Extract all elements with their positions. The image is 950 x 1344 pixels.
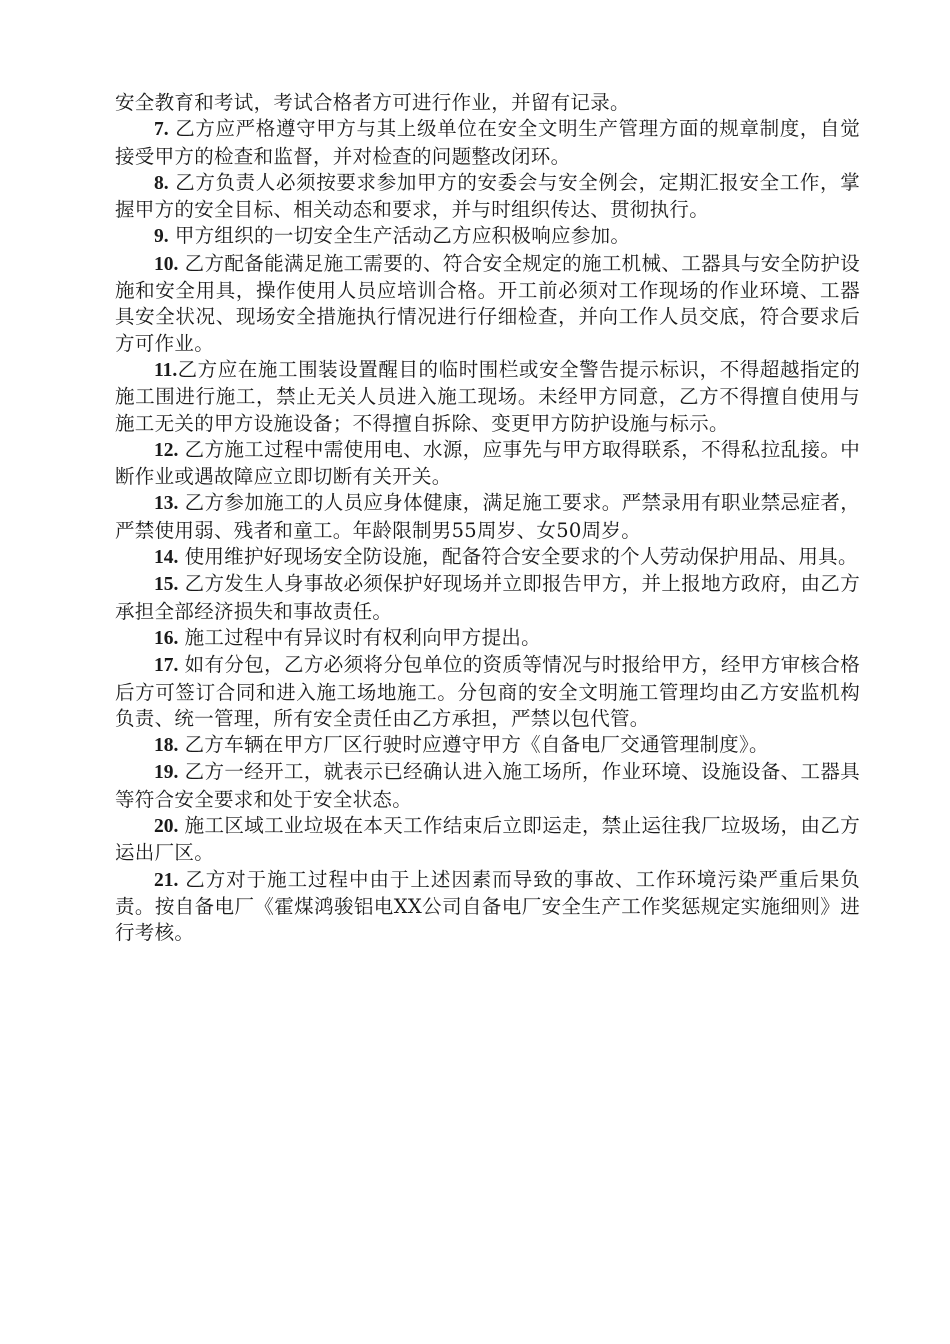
clause-number: 16. xyxy=(154,627,179,649)
clause-number: 21. xyxy=(154,869,179,891)
clause-12 xyxy=(115,437,860,491)
clause-text: 乙方车辆在甲方厂区行驶时应遵守甲方《自备电厂交通管理制度》。 xyxy=(184,733,769,757)
clause-number: 13. xyxy=(154,493,179,515)
clause-number: 9. xyxy=(154,226,169,248)
clause-10 xyxy=(115,251,860,357)
clause-16 xyxy=(115,625,860,652)
clause-9 xyxy=(115,223,860,250)
clause-number: 11. xyxy=(154,359,178,381)
clause-number: 19. xyxy=(154,762,179,784)
clause-11 xyxy=(115,357,860,437)
clause-text: 乙方施工过程中需使用电、水源，应事先与甲方取得联系，不得私拉乱接。中断作业或遇故障应立即切断有关开关。 xyxy=(115,437,860,489)
document-page xyxy=(115,90,860,947)
clause-number: 17. xyxy=(154,655,179,677)
clause-number: 18. xyxy=(154,735,179,757)
clause-8 xyxy=(115,170,860,224)
clause-text: 乙方对于施工过程中由于上述因素而导致的事故、工作环境污染严重后果负责。按自备电厂《霍煤鸿骏铝电XX公司自备电厂安全生产工作奖惩规定实施细则》进行考核。 xyxy=(115,867,860,945)
clause-21 xyxy=(115,867,860,947)
paragraph-continuation xyxy=(115,90,860,116)
clause-19 xyxy=(115,759,860,813)
clause-text: 乙方一经开工，就表示已经确认进入施工场所，作业环境、设施设备、工器具等符合安全要求和处于安全状态。 xyxy=(115,760,860,811)
clause-15 xyxy=(115,571,860,625)
clause-text: 如有分包，乙方必须将分包单位的资质等情况与时报给甲方，经甲方审核合格后方可签订合同和进入施工场地施工。分包商的安全文明施工管理均由乙方安监机构负责、统一管理，所有安全责任由乙方承担，严禁以包代管。 xyxy=(115,653,860,730)
clause-text: 施工区域工业垃圾在本天工作结束后立即运走，禁止运往我厂垃圾场，由乙方运出厂区。 xyxy=(115,814,860,865)
clause-number: 8. xyxy=(154,172,169,194)
clause-text: 施工过程中有异议时有权利向甲方提出。 xyxy=(184,625,541,649)
clause-number: 12. xyxy=(154,439,179,461)
clause-17 xyxy=(115,652,860,732)
clause-number: 7. xyxy=(154,119,169,141)
clause-text: 乙方发生人身事故必须保护好现场并立即报告甲方，并上报地方政府，由乙方承担全部经济损失和事故责任。 xyxy=(115,572,860,623)
paragraph-text: 安全教育和考试，考试合格者方可进行作业，并留有记录。 xyxy=(115,91,630,114)
clause-13 xyxy=(115,490,860,544)
clause-20 xyxy=(115,813,860,867)
clause-number: 10. xyxy=(154,253,179,275)
clause-text: 乙方参加施工的人员应身体健康，满足施工要求。严禁录用有职业禁忌症者，严禁使用弱、残者和童工。年龄限制男55周岁、女50周岁。 xyxy=(115,491,860,542)
clause-text: 乙方负责人必须按要求参加甲方的安委会与安全例会，定期汇报安全工作，掌握甲方的安全目标、相关动态和要求，并与时组织传达、贯彻执行。 xyxy=(115,170,861,222)
clause-text: 乙方配备能满足施工需要的、符合安全规定的施工机械、工器具与安全防护设施和安全用具，操作使用人员应培训合格。开工前必须对工作现场的作业环境、工器具安全状况、现场安全措施执行情况进行仔细检查，并向工作人员交底，符合要求后方可作业。 xyxy=(115,251,860,355)
clause-text: 乙方应严格遵守甲方与其上级单位在安全文明生产管理方面的规章制度，自觉接受甲方的检查和监督，并对检查的问题整改闭环。 xyxy=(115,117,861,168)
clause-text: 使用维护好现场安全防设施，配备符合安全要求的个人劳动保护用品、用具。 xyxy=(184,545,858,569)
clause-text: 甲方组织的一切安全生产活动乙方应积极响应参加。 xyxy=(174,224,631,248)
clause-text: 乙方应在施工围装设置醒目的临时围栏或安全警告提示标识，不得超越指定的施工围进行施工，禁止无关人员进入施工现场。未经甲方同意，乙方不得擅自使用与施工无关的甲方设施设备；不得擅自拆除、变更甲方防护设施与标示。 xyxy=(115,357,860,435)
clause-number: 20. xyxy=(154,816,179,838)
clause-number: 14. xyxy=(154,547,179,569)
clause-7 xyxy=(115,116,860,170)
clause-14 xyxy=(115,544,860,571)
clause-number: 15. xyxy=(154,574,179,596)
clause-18 xyxy=(115,732,860,759)
